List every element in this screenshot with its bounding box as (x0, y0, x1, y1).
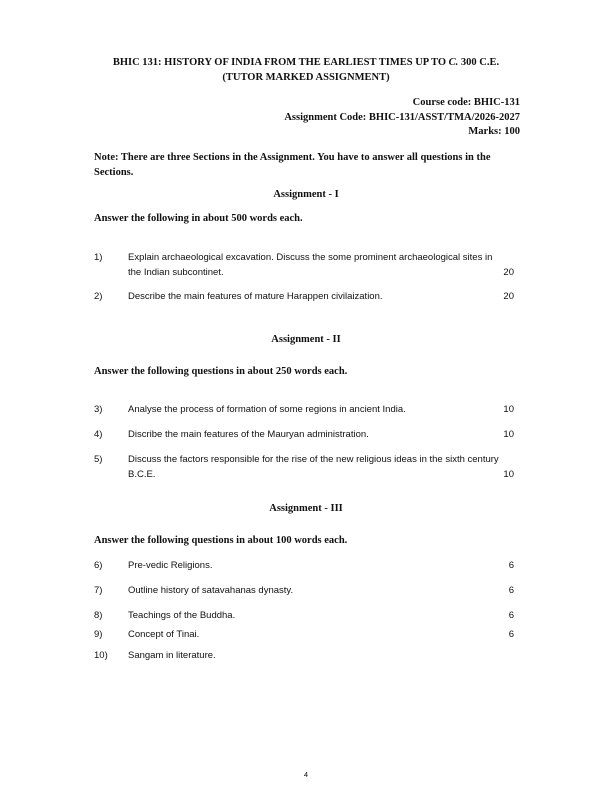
question-number: 6) (94, 560, 103, 571)
question-text: Teachings of the Buddha. (128, 610, 236, 621)
question-number: 8) (94, 610, 103, 621)
title-prefix: BHIC 131: HISTORY OF INDIA FROM THE EARLIEST TIMES UP TO (112, 57, 449, 68)
question-text: Outline history of satavahanas dynasty. (128, 585, 294, 596)
assignment-code: Assignment Code: BHIC-131/ASST/TMA/2026-2027 (284, 111, 520, 123)
section-heading-3: Assignment - III (269, 503, 343, 514)
question-number: 10) (94, 650, 108, 661)
question-marks: 6 (508, 560, 514, 571)
assignment-note: Note: There are three Sections in the Assignment. You have to answer all questions in the Sections. (94, 152, 491, 178)
question-text: Discuss the factors responsible for the rise of the new religious ideas in the sixth century B.C.E. (128, 454, 499, 480)
question-text: Discribe the main features of the Mauryan administration. (128, 429, 369, 440)
question-number: 1) (94, 252, 103, 263)
section-instruction-3: Answer the following questions in about 100 words each. (94, 535, 348, 546)
question-marks: 20 (503, 291, 514, 302)
question-marks: 10 (503, 429, 514, 440)
question-number: 2) (94, 291, 103, 302)
course-code: Course code: BHIC-131 (412, 97, 520, 108)
question-marks: 6 (508, 610, 514, 621)
document-title (60, 55, 552, 85)
question-marks: 6 (508, 629, 514, 640)
section-instruction-2: Answer the following questions in about 250 words each. (94, 366, 348, 377)
question-text: Concept of Tinai. (128, 629, 200, 640)
title-suffix: 300 C.E. (458, 57, 500, 68)
question-number: 9) (94, 629, 103, 640)
question-number: 5) (94, 454, 103, 465)
question-text: Analyse the process of formation of some regions in ancient India. (128, 404, 406, 415)
section-instruction-1: Answer the following in about 500 words each. (94, 213, 303, 224)
question-marks: 10 (503, 404, 514, 415)
course-meta (284, 96, 520, 140)
question-number: 7) (94, 585, 103, 596)
question-marks: 20 (503, 267, 514, 278)
section-heading-2: Assignment - II (271, 334, 341, 345)
question-text: Pre-vedic Religions. (128, 560, 213, 571)
total-marks: Marks: 100 (468, 126, 520, 137)
question-number: 4) (94, 429, 103, 440)
title-line (60, 55, 552, 70)
question-text: Describe the main features of mature Harappen civilaization. (128, 291, 383, 302)
title-italic: C. (448, 57, 459, 68)
subtitle: (TUTOR MARKED ASSIGNMENT) (222, 72, 390, 83)
question-number: 3) (94, 404, 103, 415)
question-marks: 6 (508, 585, 514, 596)
question-marks: 10 (503, 469, 514, 480)
page-number: 4 (303, 770, 309, 779)
question-text: Explain archaeological excavation. Discuss the some prominent archaeological sites in the Indian subcontinet. (128, 252, 493, 278)
question-text: Sangam in literature. (128, 650, 216, 661)
section-heading-1: Assignment - I (273, 189, 339, 200)
